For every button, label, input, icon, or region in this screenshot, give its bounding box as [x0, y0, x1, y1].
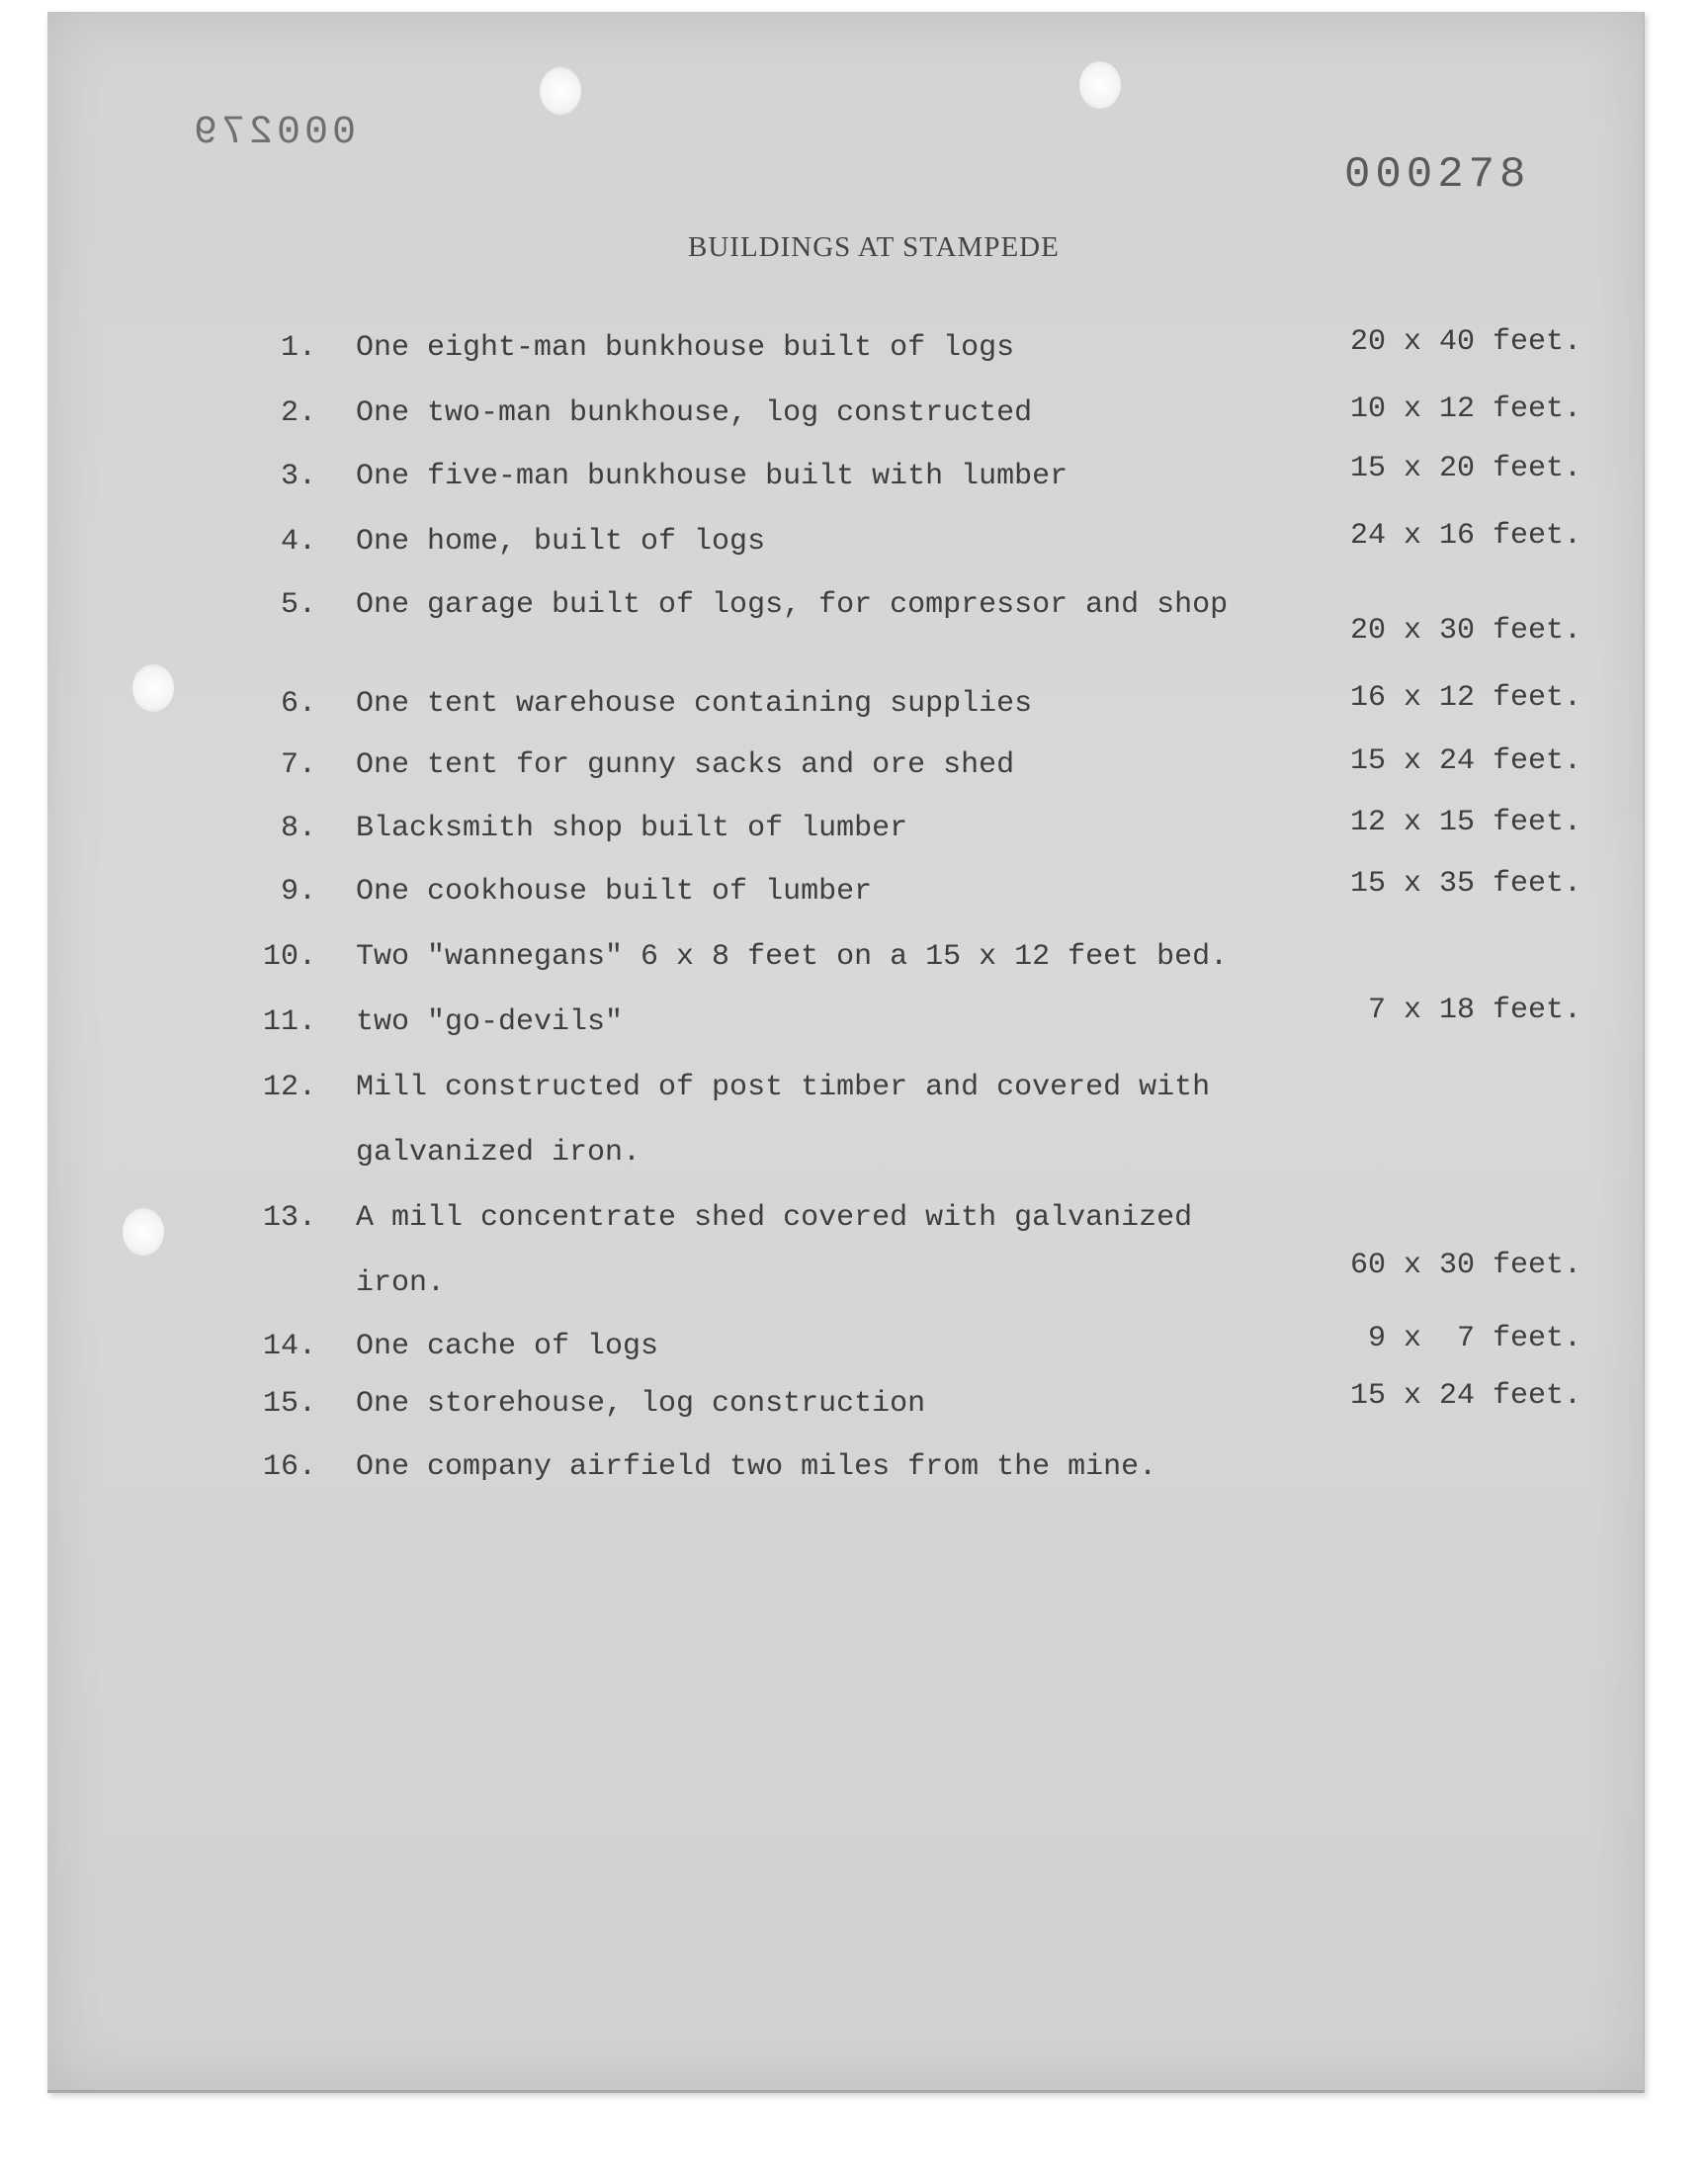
item-number: 16. — [262, 1450, 316, 1484]
item-description: One eight-man bunkhouse built of logs — [356, 331, 1015, 365]
item-number: 4. — [280, 525, 316, 559]
item-description: Two "wannegans" 6 x 8 feet on a 15 x 12 feet bed. — [356, 940, 1229, 974]
item-description: One five-man bunkhouse built with lumber — [356, 460, 1068, 493]
item-number: 12. — [262, 1071, 316, 1104]
item-description: One storehouse, log construction — [356, 1387, 926, 1421]
item-number: 7. — [280, 748, 316, 782]
item-number: 14. — [262, 1330, 316, 1363]
item-description: One home, built of logs — [356, 525, 766, 559]
item-description: two "go-devils" — [356, 1005, 624, 1039]
item-number: 8. — [280, 812, 316, 845]
item-dimensions: 10 x 12 feet. — [1349, 392, 1581, 426]
item-dimensions: 15 x 24 feet. — [1349, 744, 1581, 778]
item-dimensions: 24 x 16 feet. — [1349, 519, 1581, 553]
item-number: 5. — [280, 588, 316, 622]
item-dimensions: 12 x 15 feet. — [1349, 806, 1581, 839]
item-description-continued: iron. — [356, 1266, 446, 1300]
item-dimensions: 9 x 7 feet. — [1367, 1322, 1581, 1355]
item-number: 2. — [280, 396, 316, 430]
item-dimensions: 20 x 40 feet. — [1349, 325, 1581, 359]
item-dimensions: 20 x 30 feet. — [1349, 614, 1581, 648]
item-number: 11. — [262, 1005, 316, 1039]
document-title: BUILDINGS AT STAMPEDE — [688, 231, 1060, 263]
mirrored-stamp-number: 000279 — [190, 111, 357, 155]
item-description: Mill constructed of post timber and covered with — [356, 1071, 1211, 1104]
page-stamp-number: 000278 — [1344, 150, 1531, 200]
item-number: 3. — [280, 460, 316, 493]
item-number: 9. — [280, 875, 316, 909]
item-description: One company airfield two miles from the mine. — [356, 1450, 1157, 1484]
item-dimensions: 7 x 18 feet. — [1367, 994, 1581, 1027]
item-dimensions: 15 x 35 feet. — [1349, 867, 1581, 901]
item-description: One tent warehouse containing supplies — [356, 687, 1033, 721]
item-description: One garage built of logs, for compressor and shop — [356, 588, 1229, 622]
item-description: One tent for gunny sacks and ore shed — [356, 748, 1015, 782]
item-dimensions: 15 x 20 feet. — [1349, 452, 1581, 485]
item-description: A mill concentrate shed covered with galvanized — [356, 1201, 1193, 1235]
item-description: Blacksmith shop built of lumber — [356, 812, 908, 845]
item-description: One cookhouse built of lumber — [356, 875, 873, 909]
item-number: 13. — [262, 1201, 316, 1235]
item-description-continued: galvanized iron. — [356, 1136, 641, 1170]
item-number: 15. — [262, 1387, 316, 1421]
item-description: One two-man bunkhouse, log constructed — [356, 396, 1033, 430]
item-dimensions: 15 x 24 feet. — [1349, 1379, 1581, 1413]
item-number: 1. — [280, 331, 316, 365]
item-dimensions: 16 x 12 feet. — [1349, 681, 1581, 715]
item-number: 6. — [280, 687, 316, 721]
item-description: One cache of logs — [356, 1330, 659, 1363]
item-dimensions: 60 x 30 feet. — [1349, 1249, 1581, 1282]
item-number: 10. — [262, 940, 316, 974]
